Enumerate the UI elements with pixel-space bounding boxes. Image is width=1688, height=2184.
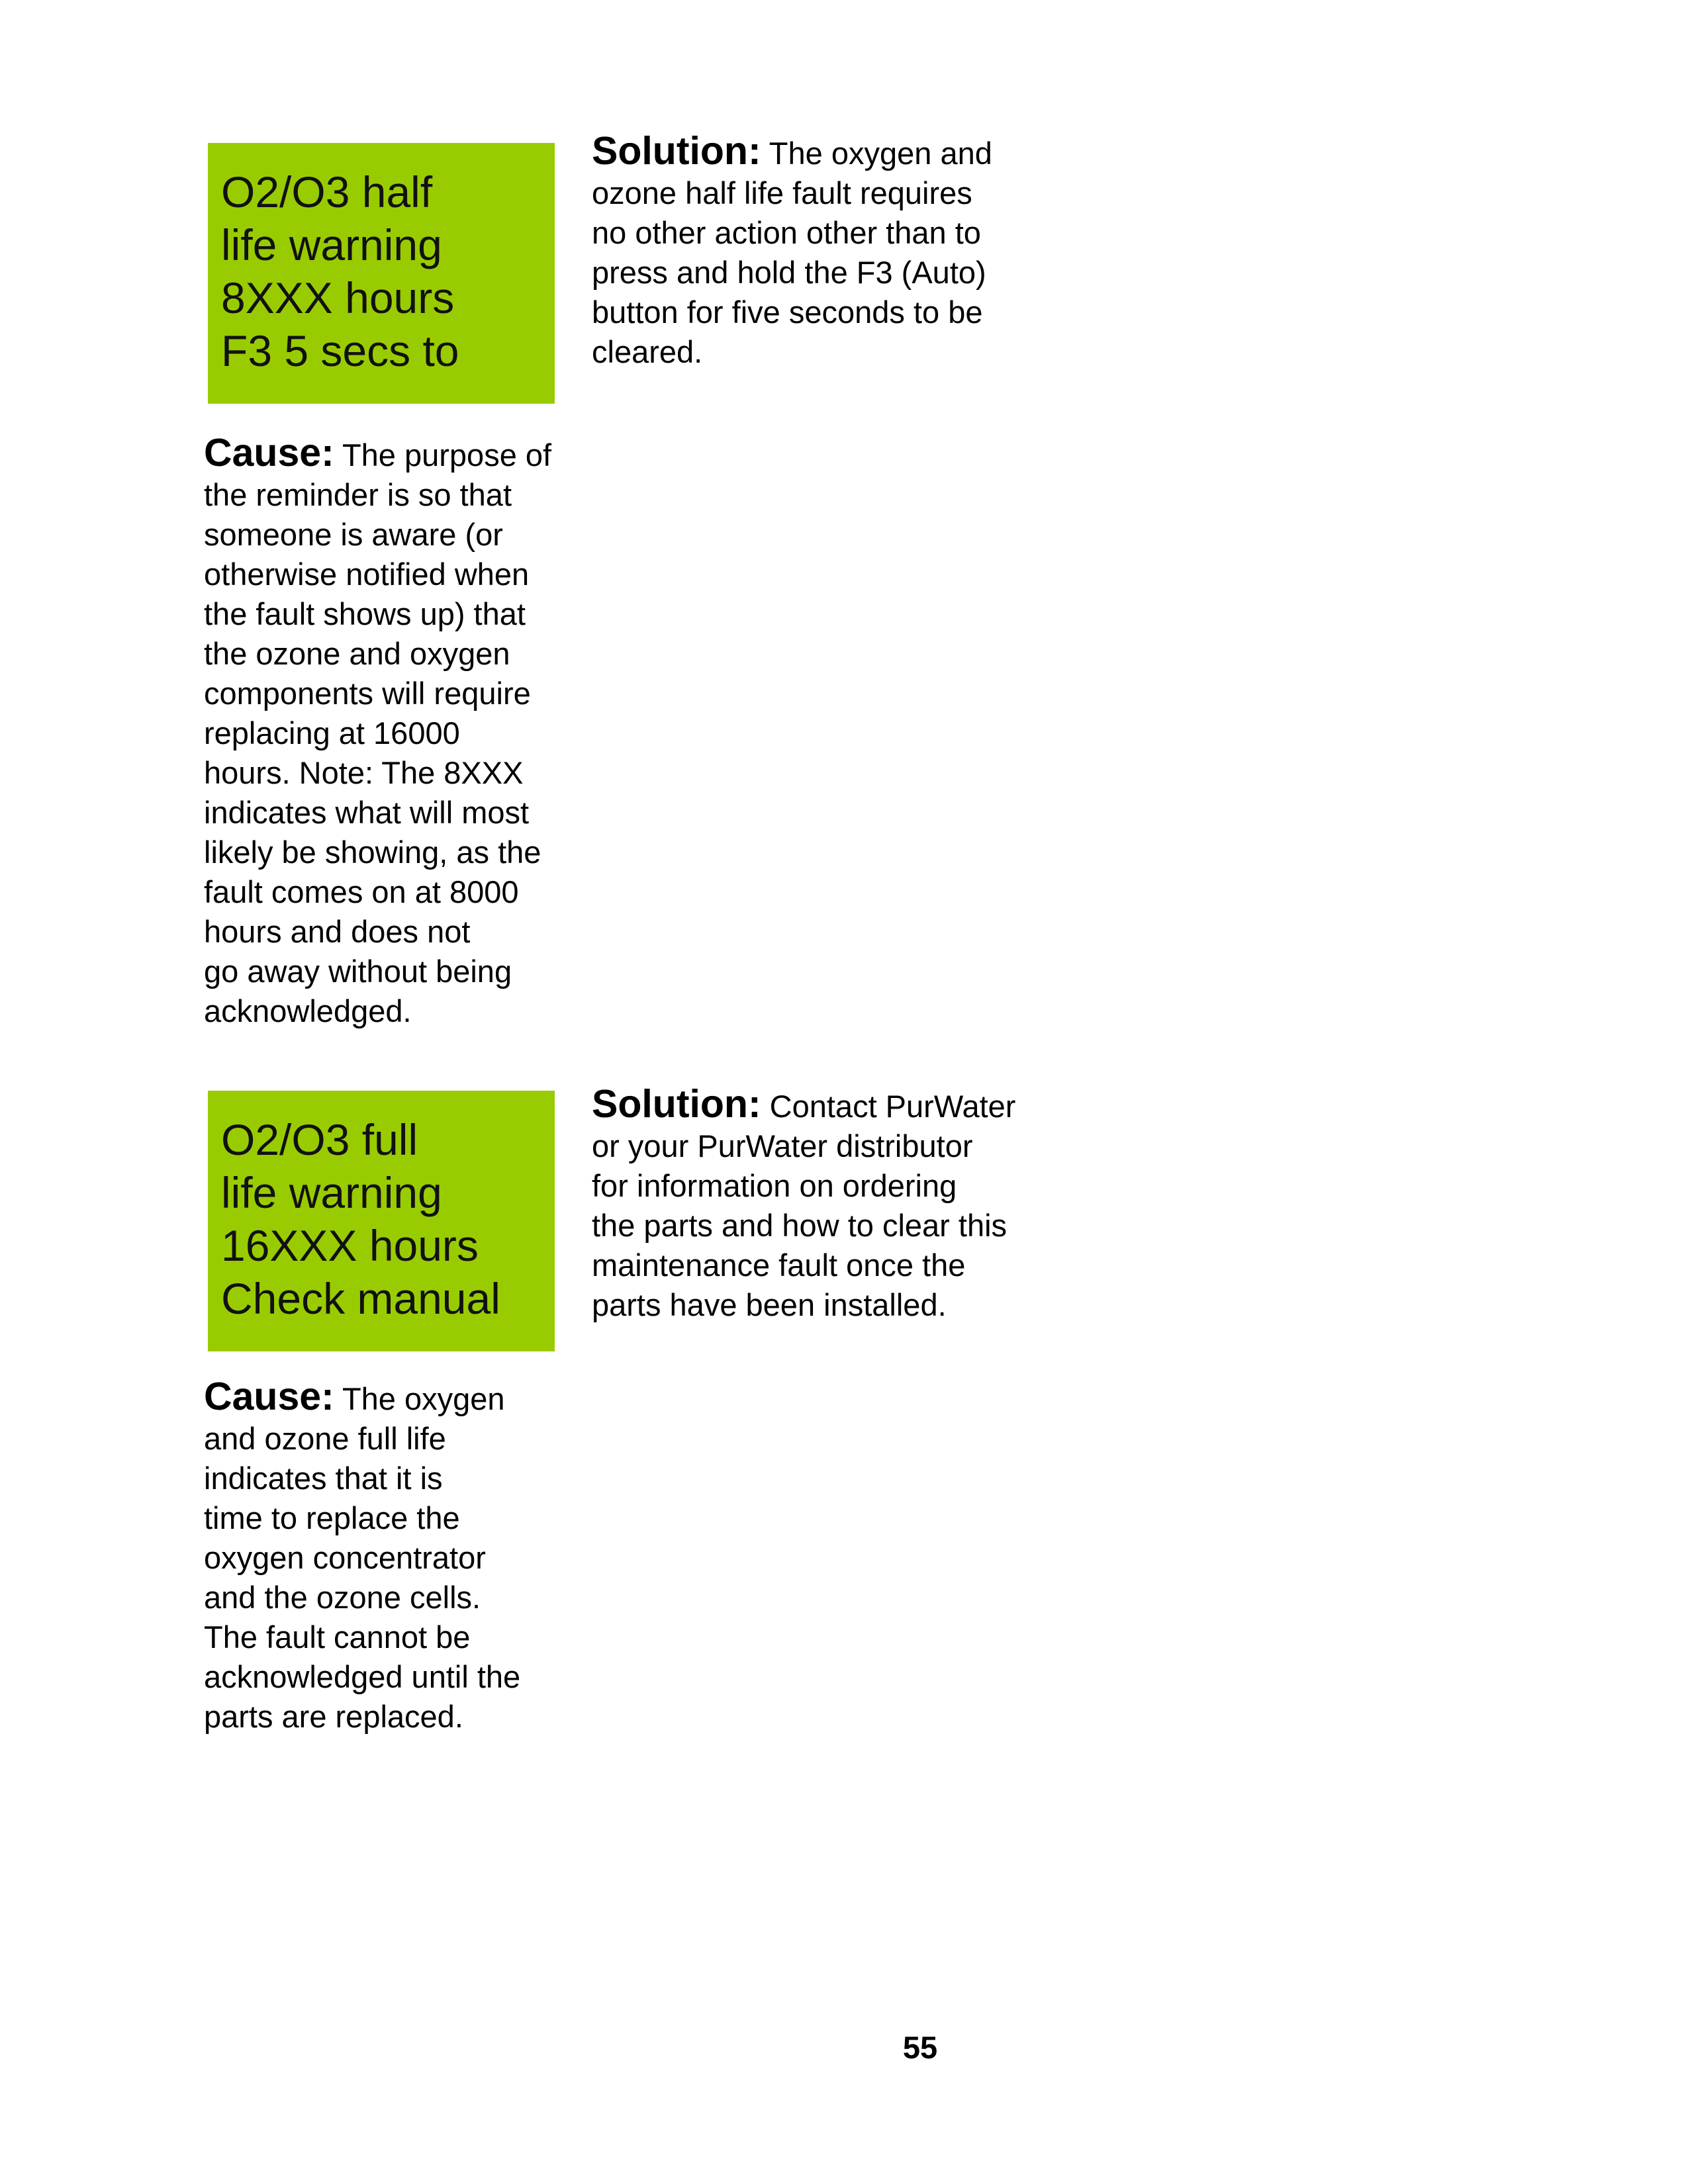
cause-line: and the ozone cells. xyxy=(204,1580,481,1615)
cause-line: hours. Note: The 8XXX xyxy=(204,755,524,790)
solution-line: press and hold the F3 (Auto) xyxy=(592,255,986,290)
cause-line: the fault shows up) that xyxy=(204,596,526,631)
cause-full-life xyxy=(204,1377,520,1737)
solution-line: parts have been installed. xyxy=(592,1287,947,1322)
solution-label: Solution: xyxy=(592,1082,761,1126)
cause-line: likely be showing, as the xyxy=(204,835,541,870)
cause-line: acknowledged. xyxy=(204,993,412,1028)
lcd-line: O2/O3 full xyxy=(221,1115,418,1164)
cause-first-line xyxy=(204,1377,520,1419)
lcd-line: 16XXX hours xyxy=(221,1221,479,1270)
lcd-display-full-life xyxy=(208,1091,555,1351)
solution-first-line xyxy=(592,131,992,173)
lcd-line: O2/O3 half xyxy=(221,167,433,216)
cause-line: time to replace the xyxy=(204,1500,460,1535)
solution-line: button for five seconds to be xyxy=(592,295,983,330)
cause-line: go away without being xyxy=(204,954,512,989)
lcd-line: F3 5 secs to xyxy=(221,326,459,375)
solution-line: maintenance fault once the xyxy=(592,1248,966,1283)
cause-line: the reminder is so that xyxy=(204,477,512,512)
cause-text: The oxygen xyxy=(334,1381,505,1416)
solution-line: cleared. xyxy=(592,334,703,369)
solution-full-life xyxy=(592,1084,1015,1325)
cause-label: Cause: xyxy=(204,1375,334,1418)
lcd-line: life warning xyxy=(221,220,442,269)
solution-line: or your PurWater distributor xyxy=(592,1128,973,1163)
cause-line: fault comes on at 8000 xyxy=(204,874,519,909)
solution-line: no other action other than to xyxy=(592,215,981,250)
cause-text: The purpose of xyxy=(334,437,552,473)
cause-first-line xyxy=(204,433,551,475)
cause-line: someone is aware (or xyxy=(204,517,503,552)
cause-line: The fault cannot be xyxy=(204,1619,471,1655)
cause-label: Cause: xyxy=(204,431,334,475)
solution-text: Contact PurWater xyxy=(761,1089,1016,1124)
cause-line: oxygen concentrator xyxy=(204,1540,486,1575)
solution-label: Solution: xyxy=(592,129,761,173)
solution-text: The oxygen and xyxy=(761,136,992,171)
solution-line: for information on ordering xyxy=(592,1168,957,1203)
cause-line: indicates what will most xyxy=(204,795,530,830)
cause-line: indicates that it is xyxy=(204,1461,443,1496)
cause-line: acknowledged until the xyxy=(204,1659,521,1694)
cause-line: parts are replaced. xyxy=(204,1699,463,1734)
cause-line: components will require xyxy=(204,676,531,711)
cause-line: the ozone and oxygen xyxy=(204,636,510,671)
lcd-line: Check manual xyxy=(221,1274,500,1323)
cause-line: otherwise notified when xyxy=(204,557,530,592)
cause-half-life xyxy=(204,433,551,1031)
cause-line: hours and does not xyxy=(204,914,471,949)
page-number: 55 xyxy=(902,2030,938,2065)
solution-line: ozone half life fault requires xyxy=(592,175,972,210)
cause-line: replacing at 16000 xyxy=(204,715,460,751)
cause-line: and ozone full life xyxy=(204,1421,446,1456)
lcd-display-half-life xyxy=(208,143,555,404)
solution-line: the parts and how to clear this xyxy=(592,1208,1008,1243)
lcd-line: 8XXX hours xyxy=(221,273,455,322)
solution-half-life xyxy=(592,131,992,372)
solution-first-line xyxy=(592,1084,1015,1126)
lcd-line: life warning xyxy=(221,1168,442,1217)
